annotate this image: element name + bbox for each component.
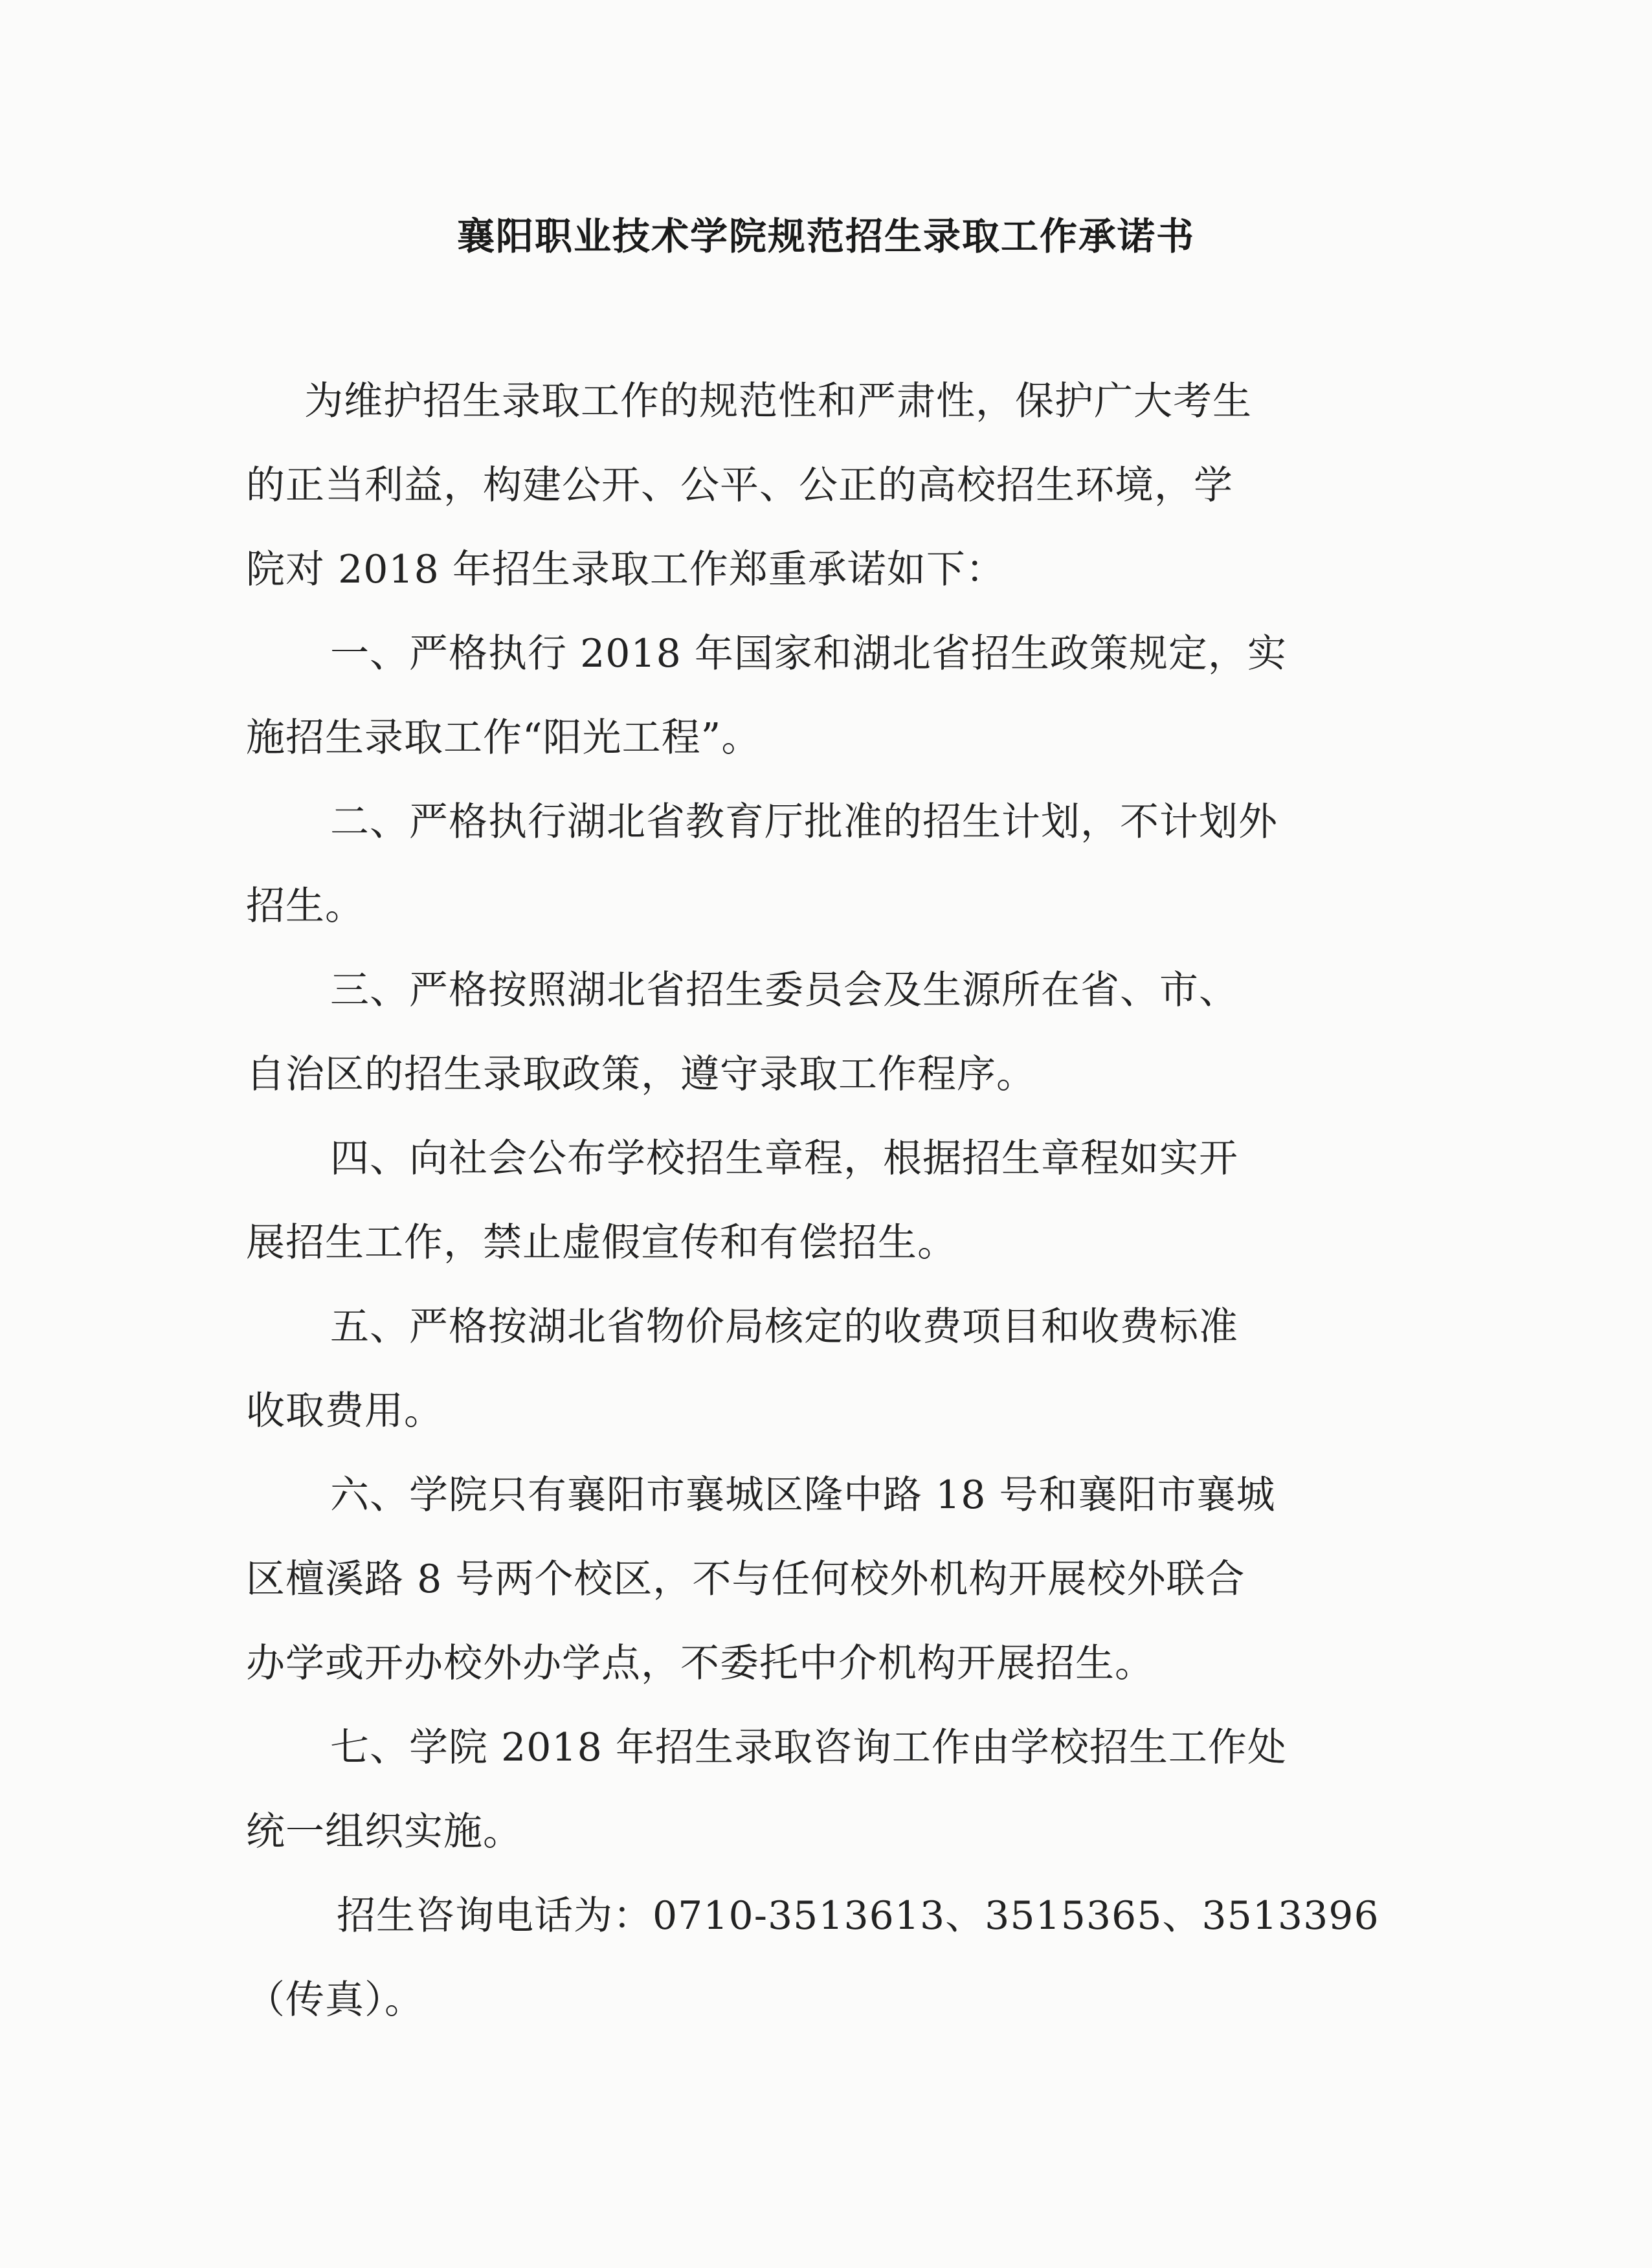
paragraph-line: 收取费用。 — [246, 1388, 443, 1434]
document-title: 襄阳职业技术学院规范招生录取工作承诺书 — [456, 214, 1195, 258]
paragraph-line: 招生。 — [246, 884, 364, 929]
paragraph-line: 为维护招生录取工作的规范性和严肃性，保护广大考生 — [304, 379, 1252, 424]
paragraph-line: 自治区的招生录取政策，遵守录取工作程序。 — [246, 1052, 1036, 1097]
paragraph-line: 六、学院只有襄阳市襄城区隆中路 18 号和襄阳市襄城 — [330, 1473, 1276, 1518]
paragraph-line: 施招生录取工作“阳光工程”。 — [246, 715, 761, 761]
paragraph-line: 院对 2018 年招生录取工作郑重承诺如下： — [246, 547, 1005, 592]
paragraph-line: 的正当利益，构建公开、公平、公正的高校招生环境，学 — [246, 463, 1233, 508]
paragraph-line: （传真）。 — [246, 1977, 424, 2023]
paragraph-line: 展招生工作，禁止虚假宣传和有偿招生。 — [246, 1220, 957, 1265]
paragraph-line: 办学或开办校外办学点，不委托中介机构开展招生。 — [246, 1641, 1154, 1686]
paragraph-line: 区檀溪路 8 号两个校区，不与任何校外机构开展校外联合 — [246, 1557, 1245, 1602]
paragraph-line: 统一组织实施。 — [246, 1809, 522, 1854]
paragraph-line: 招生咨询电话为：0710-3513613、3515365、3513396 — [337, 1893, 1379, 1939]
paragraph-line: 五、严格按湖北省物价局核定的收费项目和收费标准 — [330, 1304, 1238, 1350]
paragraph-line: 七、学院 2018 年招生录取咨询工作由学校招生工作处 — [330, 1725, 1287, 1770]
paragraph-line: 一、严格执行 2018 年国家和湖北省招生政策规定，实 — [330, 631, 1287, 676]
paragraph-line: 三、严格按照湖北省招生委员会及生源所在省、市、 — [330, 968, 1238, 1013]
paragraph-line: 二、严格执行湖北省教育厅批准的招生计划，不计划外 — [330, 799, 1278, 845]
paragraph-line: 四、向社会公布学校招生章程，根据招生章程如实开 — [330, 1136, 1238, 1181]
